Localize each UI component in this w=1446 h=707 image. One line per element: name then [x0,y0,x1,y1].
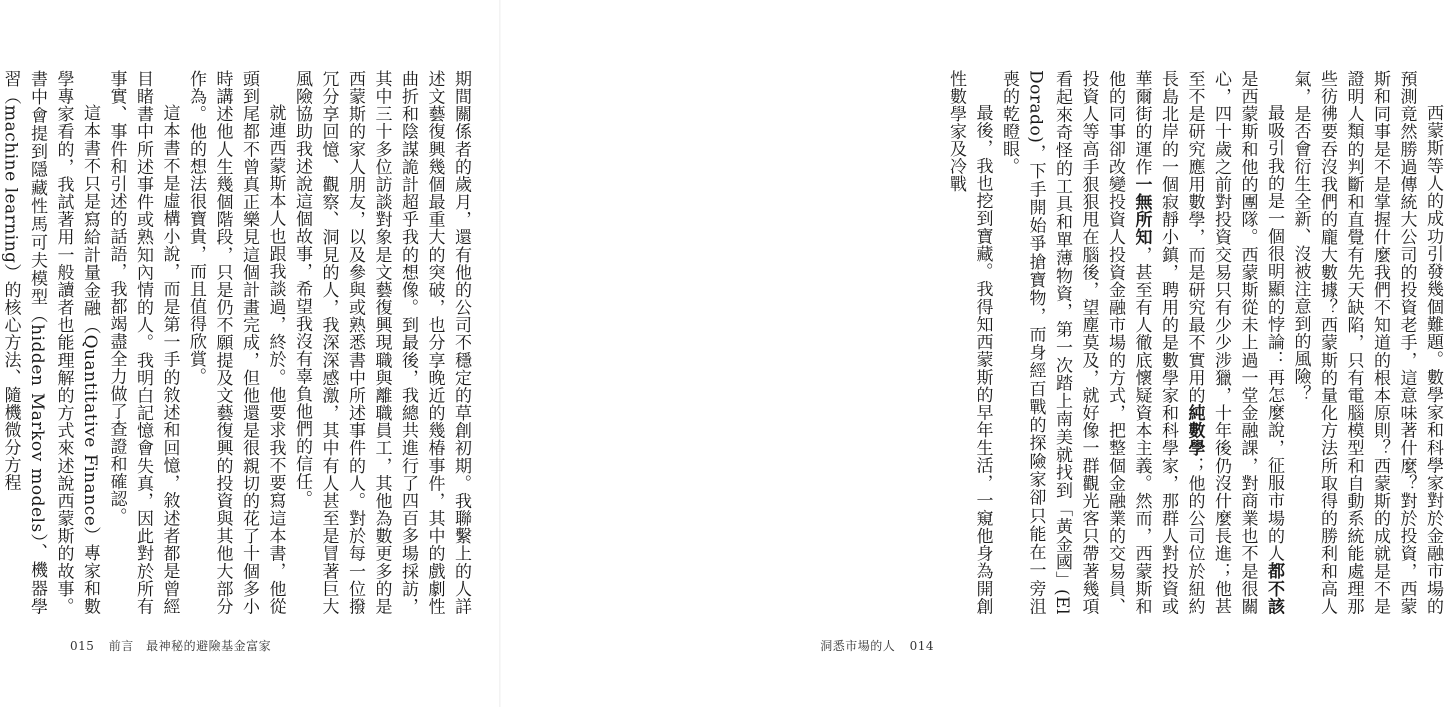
left-footer [64,637,275,654]
running-head-part: 前言 [108,639,134,653]
paragraph: 這本書不只是寫給計量金融（Quantitative Finance）專家和數學專家看的，我試著用一般讀者也能理解的方式來述說西蒙斯的故事。書中會提到隱藏性馬可夫模型（hidden Markov models）、機器學習（machine learning）的核心方法、隨機微分方程 [0,70,100,615]
text-run: 最吸引我的是一個很明顯的悖論：再怎麼說，征服市場的人 [1264,104,1284,563]
left-page [0,0,500,707]
left-page-text [0,70,474,615]
running-head-title: 洞悉市場的人 [820,639,896,653]
text-run: 是西蒙斯和他的團隊。西蒙斯從未上過一堂金融課，對商業也不是很關心，四十歲之前對投資交易只有少少涉獵，十年後仍沒什麼長進；他甚至不是研究應用數學，而是研究最不實用的 [1184,70,1258,615]
emphasis: 一無所知 [1131,175,1152,246]
paragraph-rest: 統大公司的投資老手，這意味著什麼？對於投資，西蒙斯和同事是不是掌握什麼我們不知道的根本原則？西蒙斯的成就是不是證明人類的判斷和直覺有先天缺陷，只有電腦模型和自動系統能處理那些彷彿要吞沒我們的龐大數據？西蒙斯的量化方法所取得的勝利和高人氣，是否會衍生全新、沒被注意到的風險？ [1290,70,1417,616]
right-page [500,0,1443,707]
emphasis: 純數學 [1184,404,1205,457]
paragraph: 期間關係者的歲月，還有他的公司不穩定的草創初期。我聯繫上的人詳述文藝復興幾個最重大的突破，也分享晚近的幾椿事件，其中的戲劇性曲折和陰謀詭計超乎我的想像。到最後，我總共進行了四百多場採訪，其中三十多位訪談對象是文藝復興現職與離職員工，其他為數更多的是西蒙斯的家人朋友，以及參與或熟悉書中所述事件的人。對於每一位撥冗分享回憶、觀察、洞見的人，我深深感激，其中有人甚至是冒著巨大風險協助我述說這個故事，希望我沒有辜負他們的信任。 [292,70,471,615]
paragraph: 最後，我也挖到寶藏。我得知西蒙斯的早年生活，一窺他身為開創性數學家及冷戰 [946,70,993,615]
emphasis: 都不該 [1264,562,1284,615]
page-number: 014 [909,639,934,653]
text-run: ，甚至有人徹底懷疑資本主義。然而，西蒙斯和他的同事卻改變投資人投資金融市場的方式，把整個金融業的交易員、投資人等高手狠狠甩在腦後，望塵莫及，就好像一群觀光客只帶著幾項看起來奇怪的工具和單薄物資，第一次踏上南美就找到「黃金國」(El Dorado)，下手開始爭搶寶物，而身經百戰的探險家卻只能在一旁沮喪的乾瞪眼。 [999,70,1152,616]
text-run: ；他的公司位於紐約長島北岸的一個寂靜小鎮，聘用的是數學家和科學家，那群人對投資或華爾街的運作 [1131,70,1205,616]
paragraph [1287,70,1446,615]
paragraph-lead: 西蒙斯等人的成功引發幾個難題。數學家和科學家對於金融市場的預測竟然勝過傳 [1396,70,1443,615]
paragraph: 這本書不是虛構小說，而是第一手的敘述和回憶，敘述者都是曾經目睹書中所述事件或熟知內情的人。我明白記憶會失真，因此對於所有事實、事件和引述的話語，我都竭盡全力做了查證和確認。 [106,70,180,615]
paragraph [996,70,1288,615]
right-footer [816,637,940,654]
right-page-text [946,70,1446,616]
paragraph: 就連西蒙斯本人也跟我談過，終於。他要求我不要寫這本書，他從頭到尾都不曾真正樂見這個計畫完成，但他還是很親切的花了十個多小時講述他人生幾個階段，只是仍不願提及文藝復興的投資與其他大部分作為。他的想法很寶貴，而且值得欣賞。 [186,70,286,615]
running-head-title: 最神秘的避險基金富家 [146,639,272,653]
page-number: 015 [70,639,95,653]
